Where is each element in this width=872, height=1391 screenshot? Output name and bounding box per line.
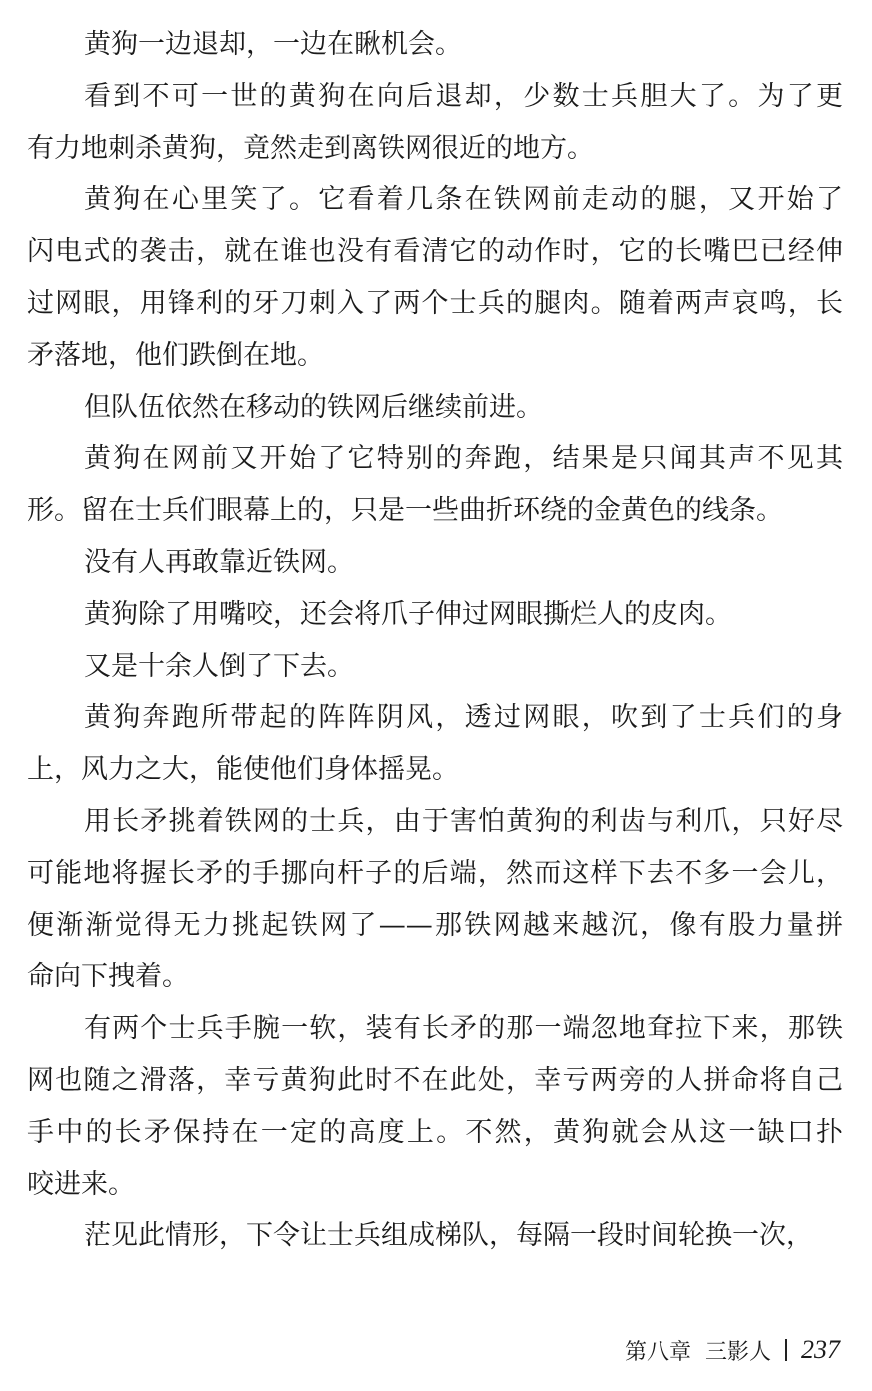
paragraph [27, 433, 843, 537]
paragraph [27, 1210, 843, 1262]
text-line: 看到不可一世的黄狗在向后退却，少数士兵胆大了。为了更 [84, 80, 843, 112]
text-line: 网也随之滑落，幸亏黄狗此时不在此处，幸亏两旁的人拼命将自己 [27, 1064, 843, 1096]
text-line: 黄狗在网前又开始了它特别的奔跑，结果是只闻其声不见其 [84, 443, 843, 475]
text-line: 咬进来。 [27, 1168, 135, 1200]
paragraph [27, 19, 843, 71]
paragraph [27, 71, 843, 175]
text-line: 过网眼，用锋利的牙刀刺入了两个士兵的腿肉。随着两声哀鸣，长 [27, 287, 843, 319]
text-line: 手中的长矛保持在一定的高度上。不然，黄狗就会从这一缺口扑 [27, 1116, 843, 1148]
text-line: 黄狗奔跑所带起的阵阵阴风，透过网眼，吹到了士兵们的身 [84, 702, 843, 734]
paragraph [27, 796, 843, 1003]
paragraph [27, 692, 843, 796]
text-line: 黄狗一边退却，一边在瞅机会。 [84, 29, 462, 60]
paragraph [27, 589, 843, 641]
page-footer [625, 1330, 840, 1370]
paragraph [27, 1003, 843, 1210]
text-line: 便渐渐觉得无力挑起铁网了——那铁网越来越沉，像有股力量拼 [27, 909, 843, 941]
page-body [27, 19, 843, 1262]
chapter-label: 第八章 [624, 1339, 691, 1365]
text-line: 命向下拽着。 [27, 961, 189, 993]
text-line: 闪电式的袭击，就在谁也没有看清它的动作时，它的长嘴巴已经伸 [27, 236, 843, 268]
page-number: 237 [801, 1335, 840, 1364]
text-line: 茫见此情形，下令让士兵组成梯队，每隔一段时间轮换一次， [84, 1220, 813, 1252]
text-line: 又是十余人倒了下去。 [84, 650, 354, 682]
text-line: 没有人再敢靠近铁网。 [84, 546, 354, 578]
text-line: 可能地将握长矛的手挪向杆子的后端，然而这样下去不多一会儿， [27, 857, 843, 889]
text-line: 有两个士兵手腕一软，装有长矛的那一端忽地耷拉下来，那铁 [84, 1013, 843, 1045]
paragraph [27, 382, 843, 434]
text-line: 有力地刺杀黄狗，竟然走到离铁网很近的地方。 [27, 132, 594, 164]
text-line: 用长矛挑着铁网的士兵，由于害怕黄狗的利齿与利爪，只好尽 [84, 805, 843, 837]
paragraph [27, 641, 843, 693]
paragraph [27, 174, 843, 381]
paragraph [27, 537, 843, 589]
text-line: 但队伍依然在移动的铁网后继续前进。 [84, 391, 543, 423]
text-line: 黄狗在心里笑了。它看着几条在铁网前走动的腿，又开始了 [84, 184, 843, 216]
chapter-title: 三影人 [704, 1339, 771, 1365]
text-line: 黄狗除了用嘴咬，还会将爪子伸过网眼撕烂人的皮肉。 [84, 598, 732, 630]
text-line: 矛落地，他们跌倒在地。 [27, 339, 324, 371]
footer-divider [785, 1339, 787, 1361]
text-line: 形。留在士兵们眼幕上的，只是一些曲折环绕的金黄色的线条。 [27, 495, 783, 527]
text-line: 上，风力之大，能使他们身体摇晃。 [27, 754, 459, 786]
